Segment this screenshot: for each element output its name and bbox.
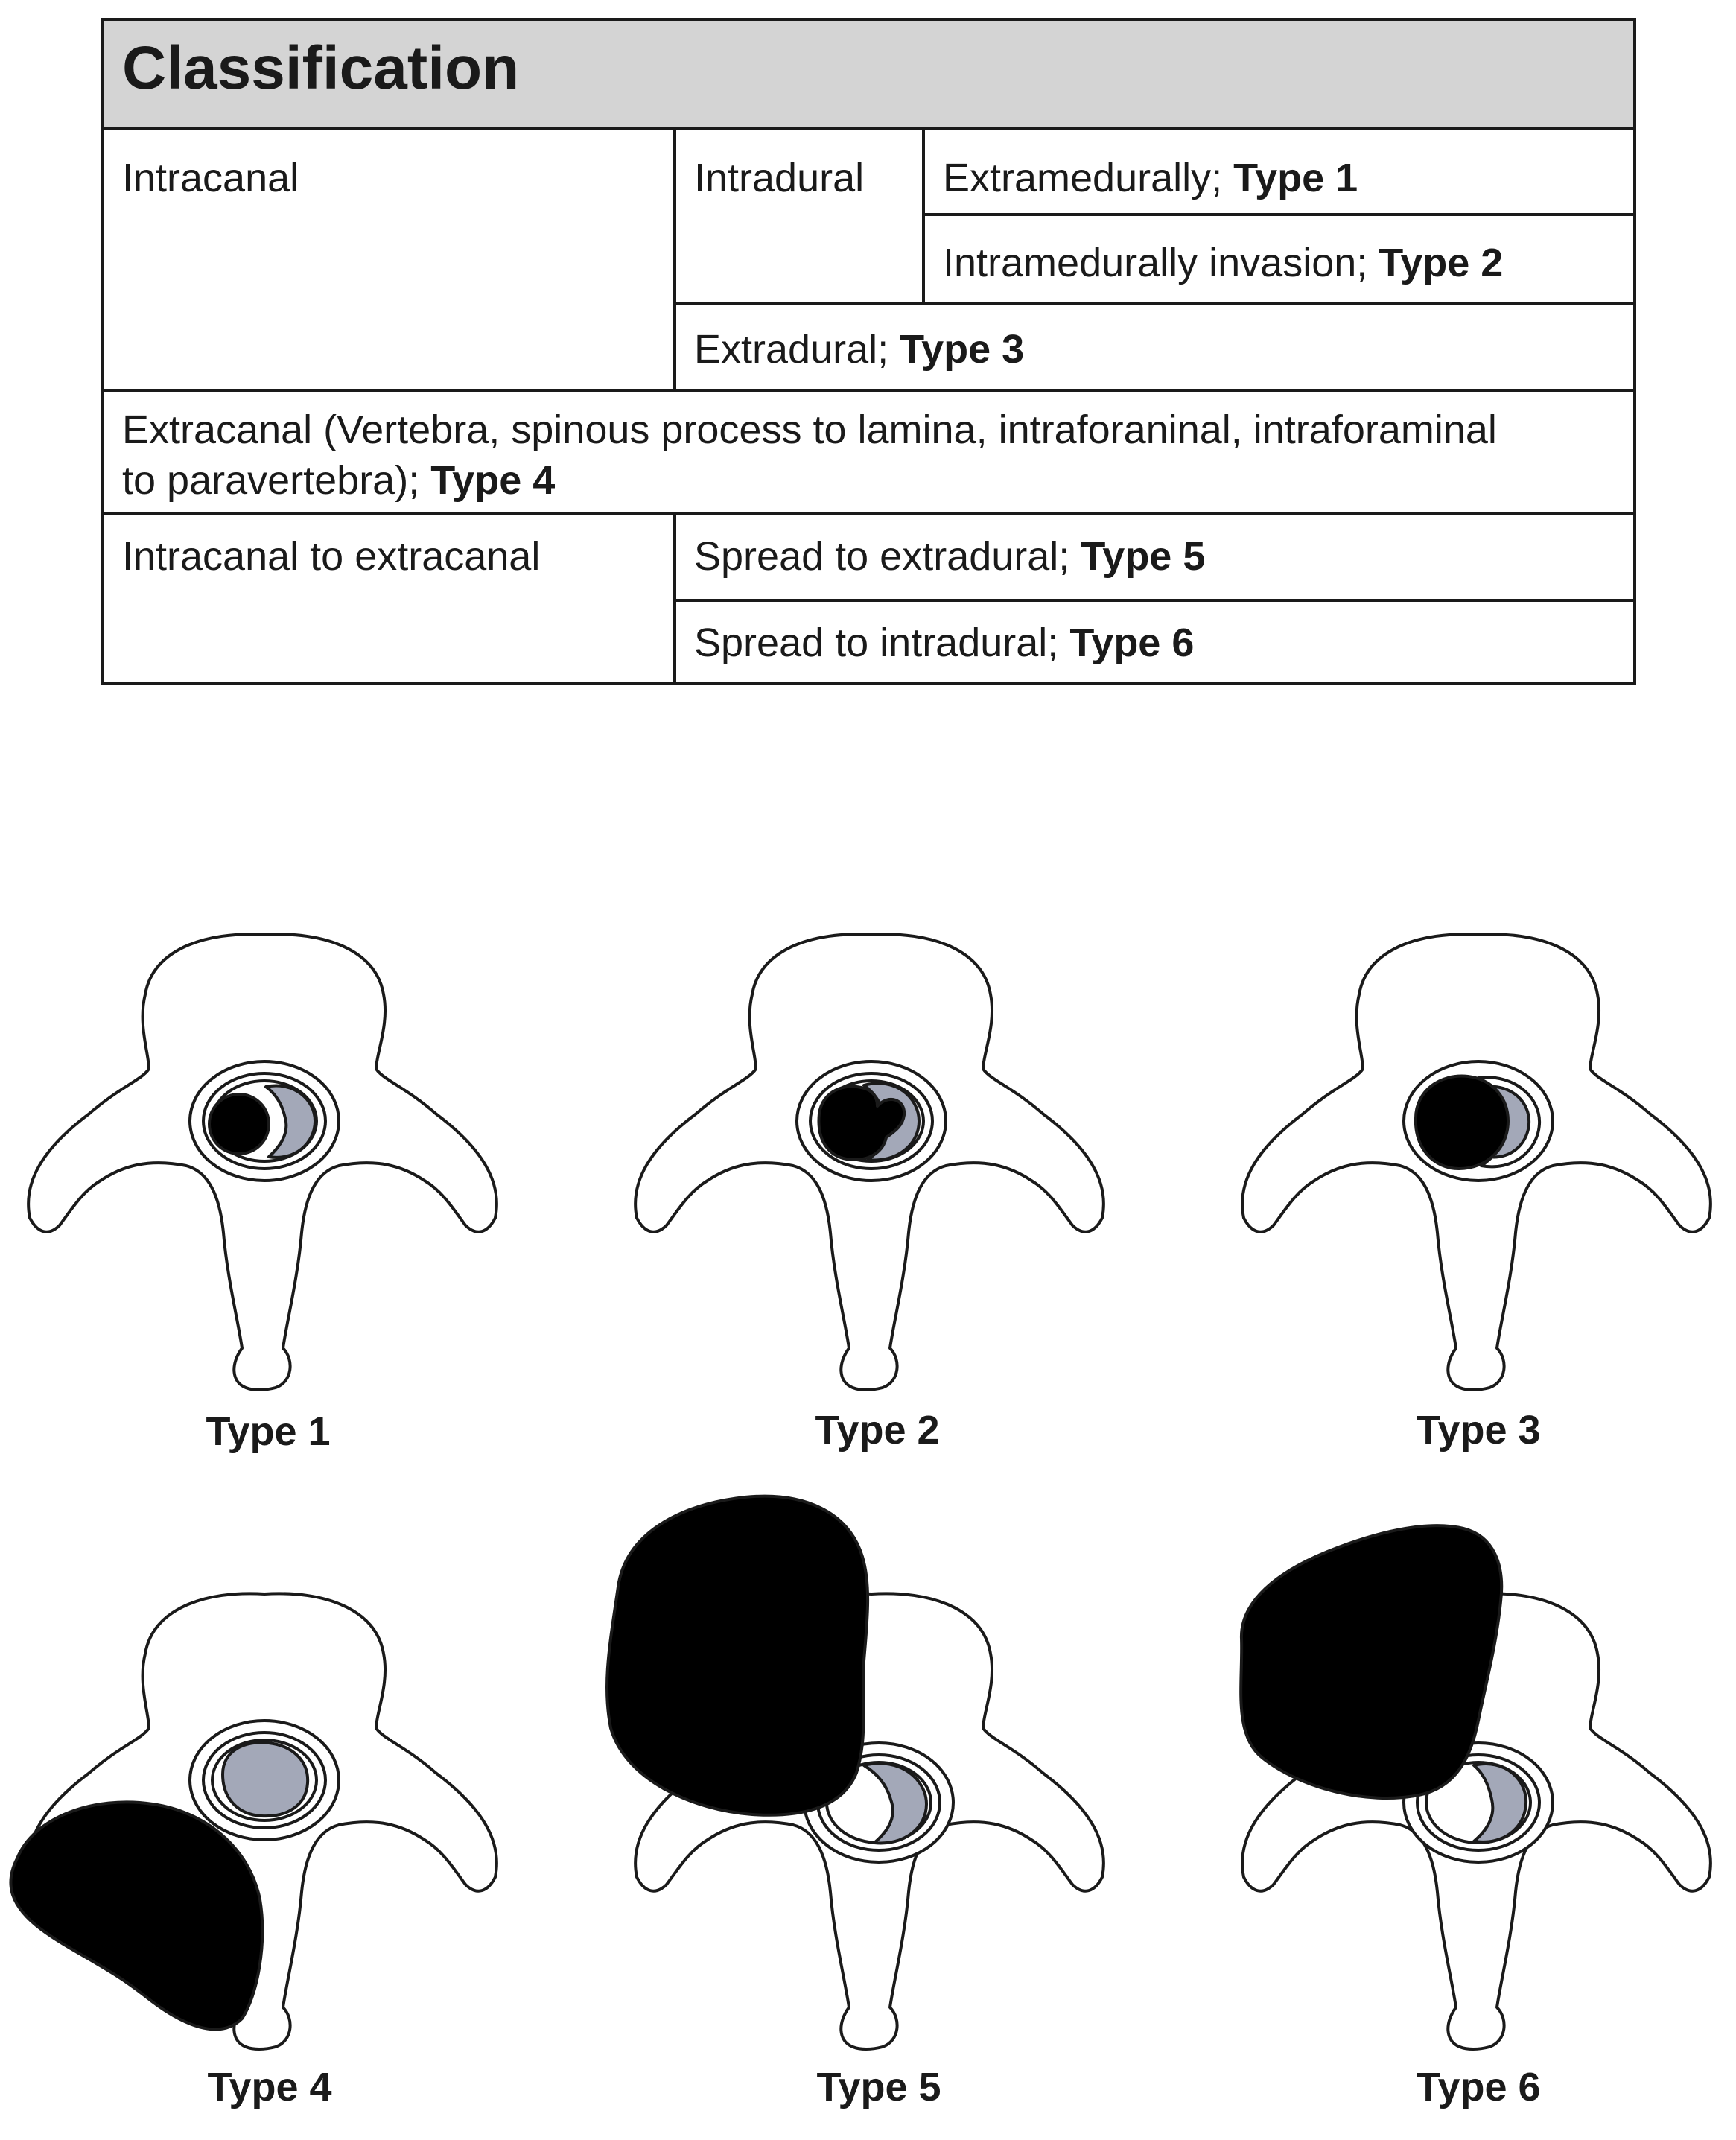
panel-label-type6: Type 6 (1416, 2065, 1541, 2109)
panel-label-type3: Type 3 (1416, 1408, 1541, 1452)
panel-type3 (1242, 934, 1711, 1390)
panel-type5 (607, 1496, 1104, 2049)
panel-type4 (10, 1593, 497, 2049)
cell-intra-to-extra (101, 512, 676, 685)
cell-intradural-label: Intradural (694, 156, 865, 200)
type5-text: Spread to extradural; (694, 534, 1081, 579)
type4-line1: Extracanal (Vertebra, spinous process to lamina, intraforaninal, intraforaminal (122, 407, 1497, 452)
cell-intra-to-extra-label: Intracanal to extracanal (122, 534, 541, 579)
cell-type1 (922, 127, 1636, 216)
cell-intradural (673, 127, 925, 305)
cell-type6 (673, 599, 1636, 685)
panel-type2 (635, 934, 1104, 1390)
type5-label: Type 5 (1081, 534, 1206, 579)
type1-text: Extramedurally; (943, 156, 1234, 200)
cell-type4 (101, 389, 1636, 515)
cell-type3 (673, 302, 1636, 392)
cell-type2 (922, 213, 1636, 305)
table-header (101, 18, 1636, 130)
type2-text: Intramedurally invasion; (943, 241, 1379, 285)
panel-label-type5: Type 5 (816, 2065, 941, 2109)
panel-label-type1: Type 1 (206, 1409, 331, 1454)
classification-table (101, 18, 1636, 685)
table-header-title: Classification (122, 34, 520, 102)
type3-label: Type 3 (900, 327, 1025, 372)
type1-label: Type 1 (1233, 156, 1358, 200)
cell-intracanal (101, 127, 676, 392)
cell-intracanal-label: Intracanal (122, 156, 299, 200)
cell-type5 (673, 512, 1636, 602)
type2-label: Type 2 (1379, 241, 1504, 285)
panel-type6 (1241, 1525, 1711, 2049)
vertebra-diagram (0, 879, 1736, 2140)
type4-line2: to paravertebra); (122, 458, 431, 503)
type6-text: Spread to intradural; (694, 620, 1070, 665)
type3-text: Extradural; (694, 327, 900, 372)
type4-label: Type 4 (430, 458, 556, 503)
panel-label-type4: Type 4 (207, 2065, 332, 2109)
type6-label: Type 6 (1069, 620, 1195, 665)
panel-type1 (28, 934, 497, 1390)
panel-label-type2: Type 2 (815, 1408, 940, 1452)
